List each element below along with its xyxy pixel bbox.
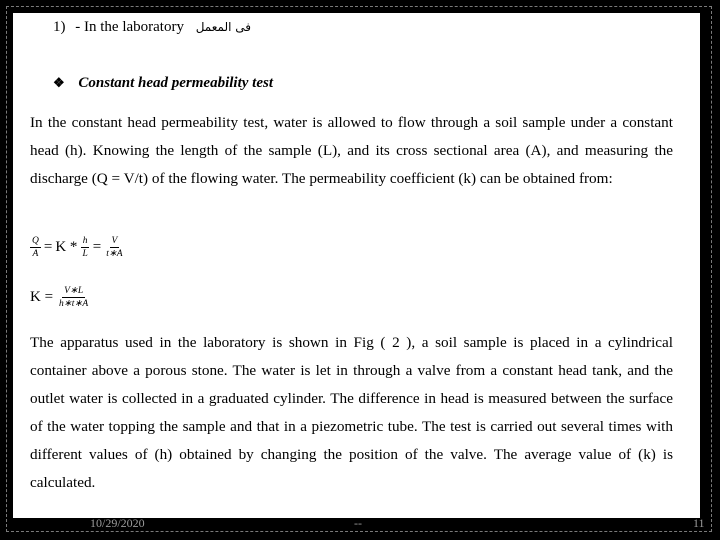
slide-number: 11 — [693, 516, 705, 530]
footer-middle: -- — [354, 516, 362, 530]
fraction-numerator: V∗L — [64, 286, 84, 296]
equals-sign: = — [43, 239, 53, 255]
fraction-numerator: V — [111, 236, 118, 246]
slide-content — [13, 13, 700, 518]
intro-paragraph: In the constant head permeability test, water is allowed to flow through a soil sample under a constant head (h). Knowing the length of the sample (L), and its cross sectional area (A), and measuring the discharge (Q = V/t) of the flowing water. The permeability coefficient (k) can be obtained from: — [30, 114, 673, 187]
heading-arabic: فى المعمل — [195, 20, 252, 34]
test-title — [53, 75, 273, 92]
discharge-formula — [30, 235, 125, 260]
fraction-numerator: h — [82, 236, 88, 246]
fraction-denominator: h∗t∗A — [59, 299, 89, 309]
test-title-text: Constant head permeability test — [78, 75, 273, 91]
fraction-denominator: L — [82, 249, 88, 259]
equals-sign: = — [92, 239, 102, 255]
k-times: K * — [55, 239, 78, 255]
permeability-formula — [30, 285, 90, 310]
fraction-q-over-a — [30, 235, 41, 260]
fraction-h-over-l — [80, 235, 89, 260]
k-equals: K = — [30, 289, 54, 305]
heading-number: 1) — [53, 19, 66, 35]
section-heading — [53, 19, 251, 36]
fraction-v-over-ta — [104, 235, 124, 260]
heading-text: - In the laboratory — [75, 19, 184, 35]
diamond-bullet-icon: ❖ — [53, 75, 65, 90]
apparatus-paragraph: The apparatus used in the laboratory is shown in Fig ( 2 ), a soil sample is placed in a cylindrical container above a porous stone. The water is let in through a valve from a constant head tank, and the outlet water is collected in a graduated cylinder. The difference in head is measured between the surface of the water topping the sample and that in a piezometric tube. The test is carried out several times with different values of (h) obtained by changing the position of the valve. The average value of (k) is calculated. — [30, 334, 673, 491]
footer-date: 10/29/2020 — [90, 516, 145, 530]
fraction-denominator: t∗A — [106, 249, 123, 259]
fraction-denominator: A — [32, 249, 39, 259]
fraction-vl-over-hta — [57, 285, 90, 310]
fraction-numerator: Q — [32, 236, 39, 246]
